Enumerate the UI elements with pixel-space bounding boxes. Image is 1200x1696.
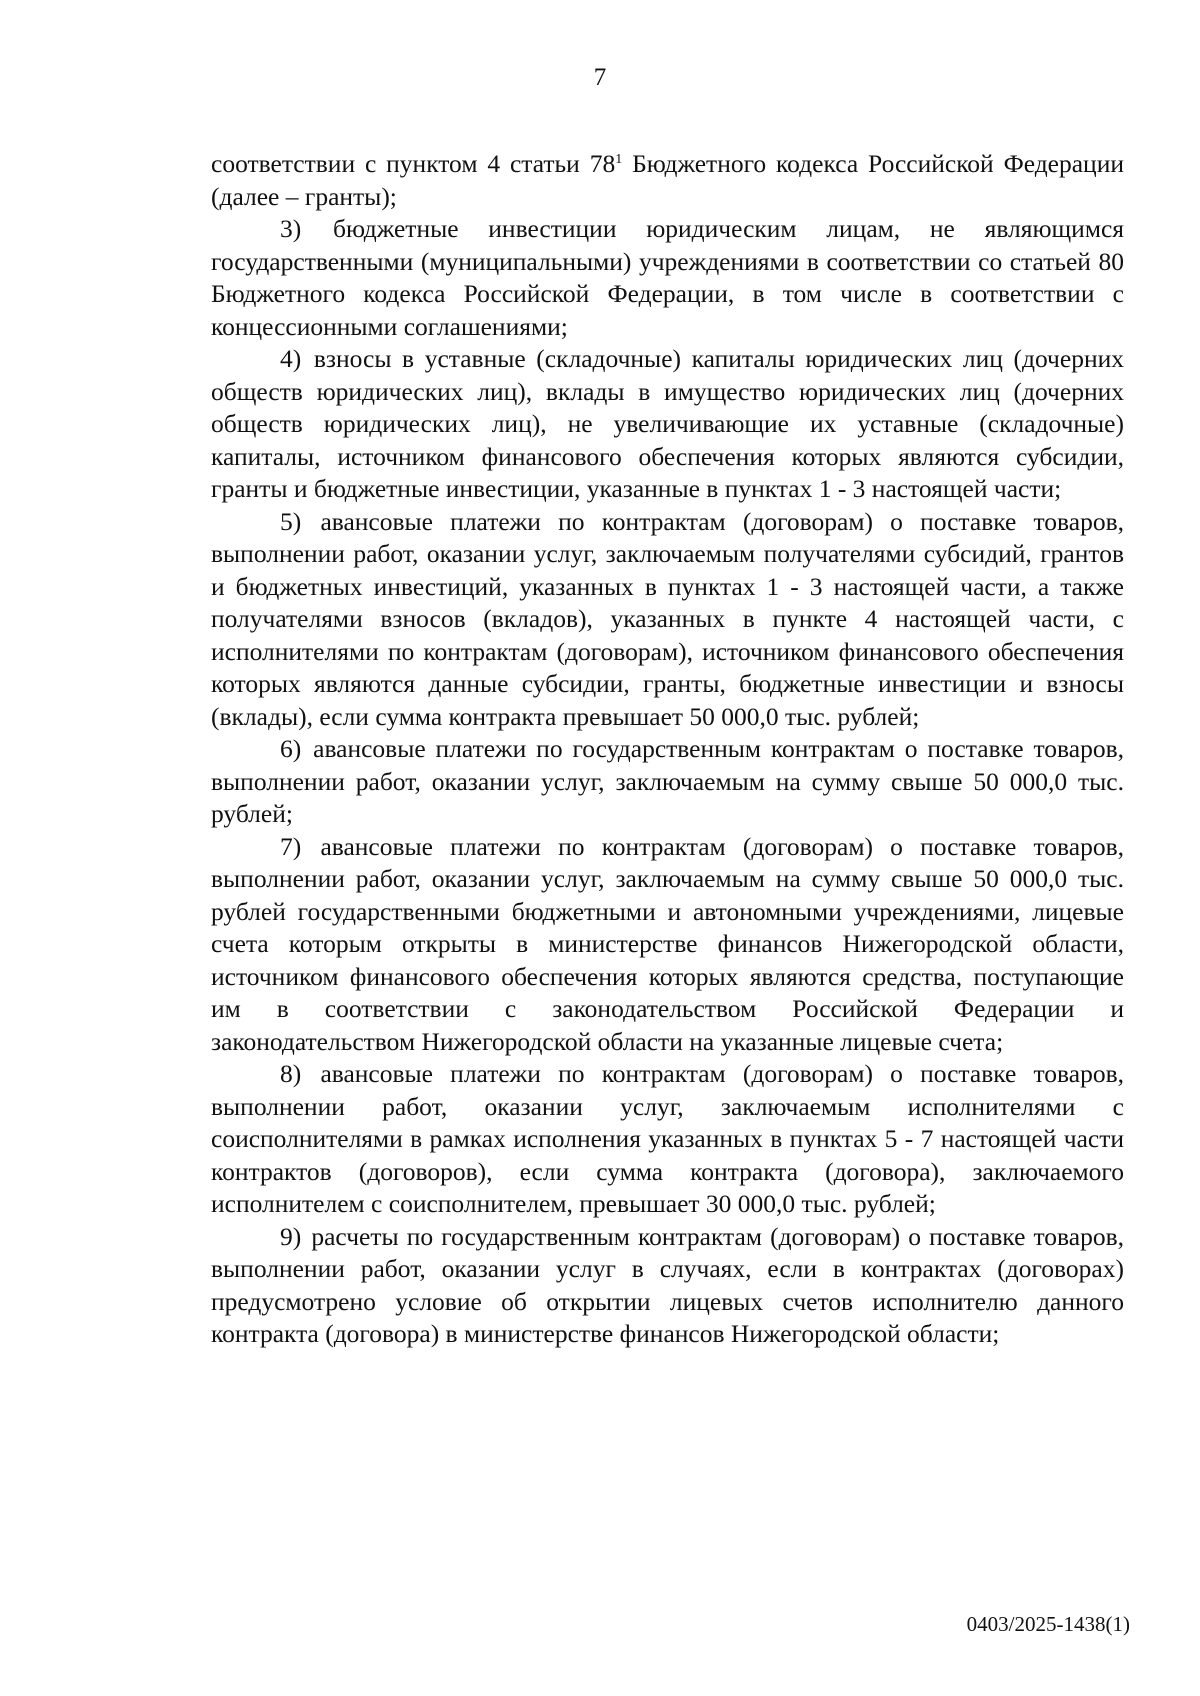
list-item-5	[211, 506, 1124, 734]
item-text: расчеты по государственным контрактам (договорам) о поставке товаров, выполнении работ, оказании услуг в случаях, если в контрактах (договорах) предусмотрено условие об открытии лицевых счетов исполнителю данного контракта (договора) в министерстве финансов Нижегородской области;	[211, 1221, 1124, 1348]
item-number: 8)	[280, 1059, 302, 1088]
item-text: бюджетные инвестиции юридическим лицам, не являющимся государственными (муниципальными) учреждениями в соответствии со статьей 80 Бюджетного кодекса Российской Федерации, в том числе в соответствии с концессионными соглашениями;	[211, 214, 1125, 341]
item-text: авансовые платежи по контрактам (договорам) о поставке товаров, выполнении работ, оказании услуг, заключаемым получателями субсидий, грантов и бюджетных инвестиций, указанных в пунктах 1 - 3 настоящей части, а также получателями взносов (вкладов), указанных в пункте 4 настоящей части, с исполнителями по контрактам (договорам), источником финансового обеспечения которых являются данные субсидии, гранты, бюджетные инвестиции и взносы (вклады), если сумма контракта превышает 50 000,0 тыс. рублей;	[211, 506, 1124, 731]
item-text: авансовые платежи по государственным контрактам о поставке товаров, выполнении работ, оказании услуг, заключаемым на сумму свыше 50 000,0 тыс. рублей;	[211, 734, 1124, 828]
continuation-text: соответствии с пунктом 4 статьи 78	[211, 149, 616, 178]
list-item-4	[211, 343, 1124, 506]
list-item-3	[211, 213, 1124, 343]
page-number: 7	[593, 64, 607, 91]
superscript-index: 1	[615, 152, 623, 167]
document-body	[211, 148, 1124, 1351]
list-item-8	[211, 1058, 1124, 1221]
item-text: авансовые платежи по контрактам (договорам) о поставке товаров, выполнении работ, оказании услуг, заключаемым исполнителями с соисполнителями в рамках исполнения указанных в пунктах 5 - 7 настоящей части контрактов (договоров), если сумма контракта (договора), заключаемого исполнителем с соисполнителем, превышает 30 000,0 тыс. рублей;	[211, 1059, 1124, 1218]
list-item-6	[211, 733, 1124, 831]
item-number: 4)	[280, 344, 302, 373]
continuation-paragraph	[211, 148, 1124, 213]
continuation-text-end: Бюджетного кодекса Российской Федерации (далее – гранты);	[211, 149, 1124, 211]
item-text: авансовые платежи по контрактам (договорам) о поставке товаров, выполнении работ, оказании услуг, заключаемым на сумму свыше 50 000,0 тыс. рублей государственными бюджетными и автономными учреждениями, лицевые счета которым открыты в министерстве финансов Нижегородской области, источником финансового обеспечения которых являются средства, поступающие им в соответствии с законодательством Российской Федерации и законодательством Нижегородской области на указанные лицевые счета;	[211, 831, 1124, 1056]
list-item-7	[211, 831, 1124, 1059]
document-registration-code: 0403/2025-1438(1)	[966, 1612, 1130, 1636]
item-number: 3)	[280, 214, 302, 243]
item-number: 9)	[280, 1221, 302, 1251]
item-number: 7)	[280, 831, 302, 861]
item-number: 6)	[280, 734, 302, 763]
item-text: взносы в уставные (складочные) капиталы юридических лиц (дочерних обществ юридических лиц), вклады в имущество юридических лиц (дочерних обществ юридических лиц), не увеличивающие их уставные (складочные) капиталы, источником финансового обеспечения которых являются субсидии, гранты и бюджетные инвестиции, указанные в пунктах 1 - 3 настоящей части;	[211, 344, 1124, 503]
item-number: 5)	[280, 506, 302, 536]
list-item-9	[211, 1221, 1124, 1351]
